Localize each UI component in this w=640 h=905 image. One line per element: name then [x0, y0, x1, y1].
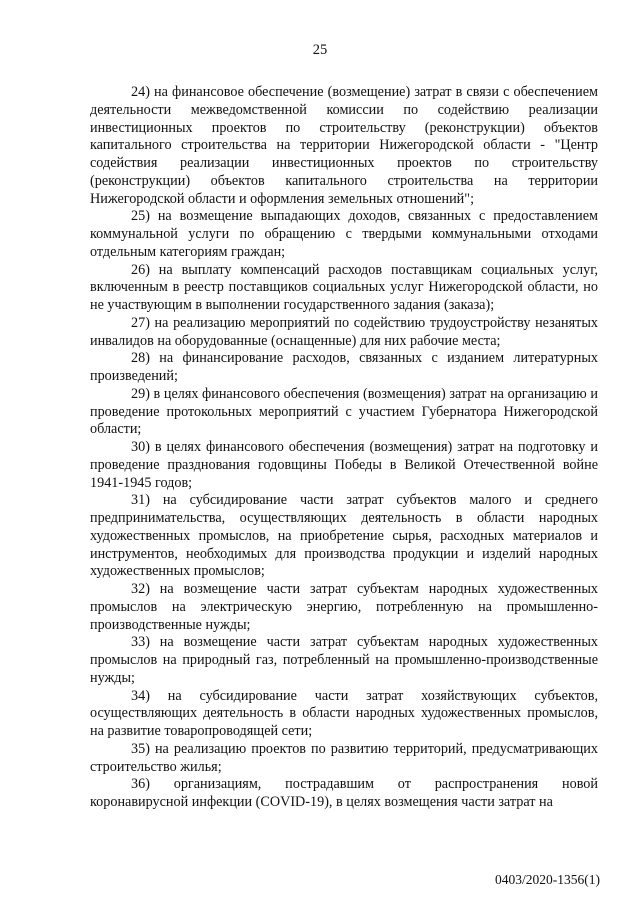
list-item-28: 28) на финансирование расходов, связанных с изданием литературных произведений; — [90, 350, 598, 384]
list-item-35: 35) на реализацию проектов по развитию территорий, предусматривающих строительство жилья; — [90, 740, 598, 775]
list-item-33: 33) на возмещение части затрат субъектам народных художественных промыслов на природный газ, потребленный на промышленно-производственные нужды; — [90, 634, 598, 686]
list-item-36: 36) организациям, пострадавшим от распространения новой коронавирусной инфекции (COVID-19), в целях возмещения части затрат на — [90, 776, 598, 810]
list-item-27: 27) на реализацию мероприятий по содействию трудоустройству незанятых инвалидов на оборудованные (оснащенные) для них рабочие места; — [90, 314, 598, 349]
list-item-31: 31) на субсидирование части затрат субъектов малого и среднего предпринимательства, осуществляющих деятельность в области народных художественных промыслов, на приобретение сырья, расходных материалов и инструментов, необходимых для производства продукции и изделий народных художественных промыслов; — [90, 492, 598, 580]
list-item-24: 24) на финансовое обеспечение (возмещение) затрат в связи с обеспечением деятельности межведомственной комиссии по содействию реализации инвестиционных проектов по строительству (реконструкции) объектов капитального строительства на территории Нижегородской области - "Центр содействия реализации инвестиционных проектов по строительству (реконструкции) объектов капитального строительства на территории Нижегородской области и оформления земельных отношений"; — [90, 84, 598, 207]
page-number: 25 — [312, 42, 328, 58]
list-item-25: 25) на возмещение выпадающих доходов, связанных с предоставлением коммунальной услуги по обращению с твердыми коммунальными отходами отдельным категориям граждан; — [90, 208, 598, 260]
list-item-26: 26) на выплату компенсаций расходов поставщикам социальных услуг, включенным в реестр поставщиков социальных услуг Нижегородской области, но не участвующим в выполнении государственного задания (заказа); — [90, 261, 598, 313]
document-body — [90, 84, 598, 812]
list-item-30: 30) в целях финансового обеспечения (возмещения) затрат на подготовку и проведение празднования годовщины Победы в Великой Отечественной войне 1941-1945 годов; — [90, 439, 598, 491]
list-item-34: 34) на субсидирование части затрат хозяйствующих субъектов, осуществляющих деятельность в области народных художественных промыслов, на развитие товаропроводящей сети; — [90, 687, 598, 739]
document-code: 0403/2020-1356(1) — [495, 872, 600, 887]
list-item-29: 29) в целях финансового обеспечения (возмещения) затрат на организацию и проведение протокольных мероприятий с участием Губернатора Нижегородской области; — [90, 385, 598, 438]
list-item-32: 32) на возмещение части затрат субъектам народных художественных промыслов на электрическую энергию, потребленную на промышленно-производственные нужды; — [90, 581, 598, 633]
